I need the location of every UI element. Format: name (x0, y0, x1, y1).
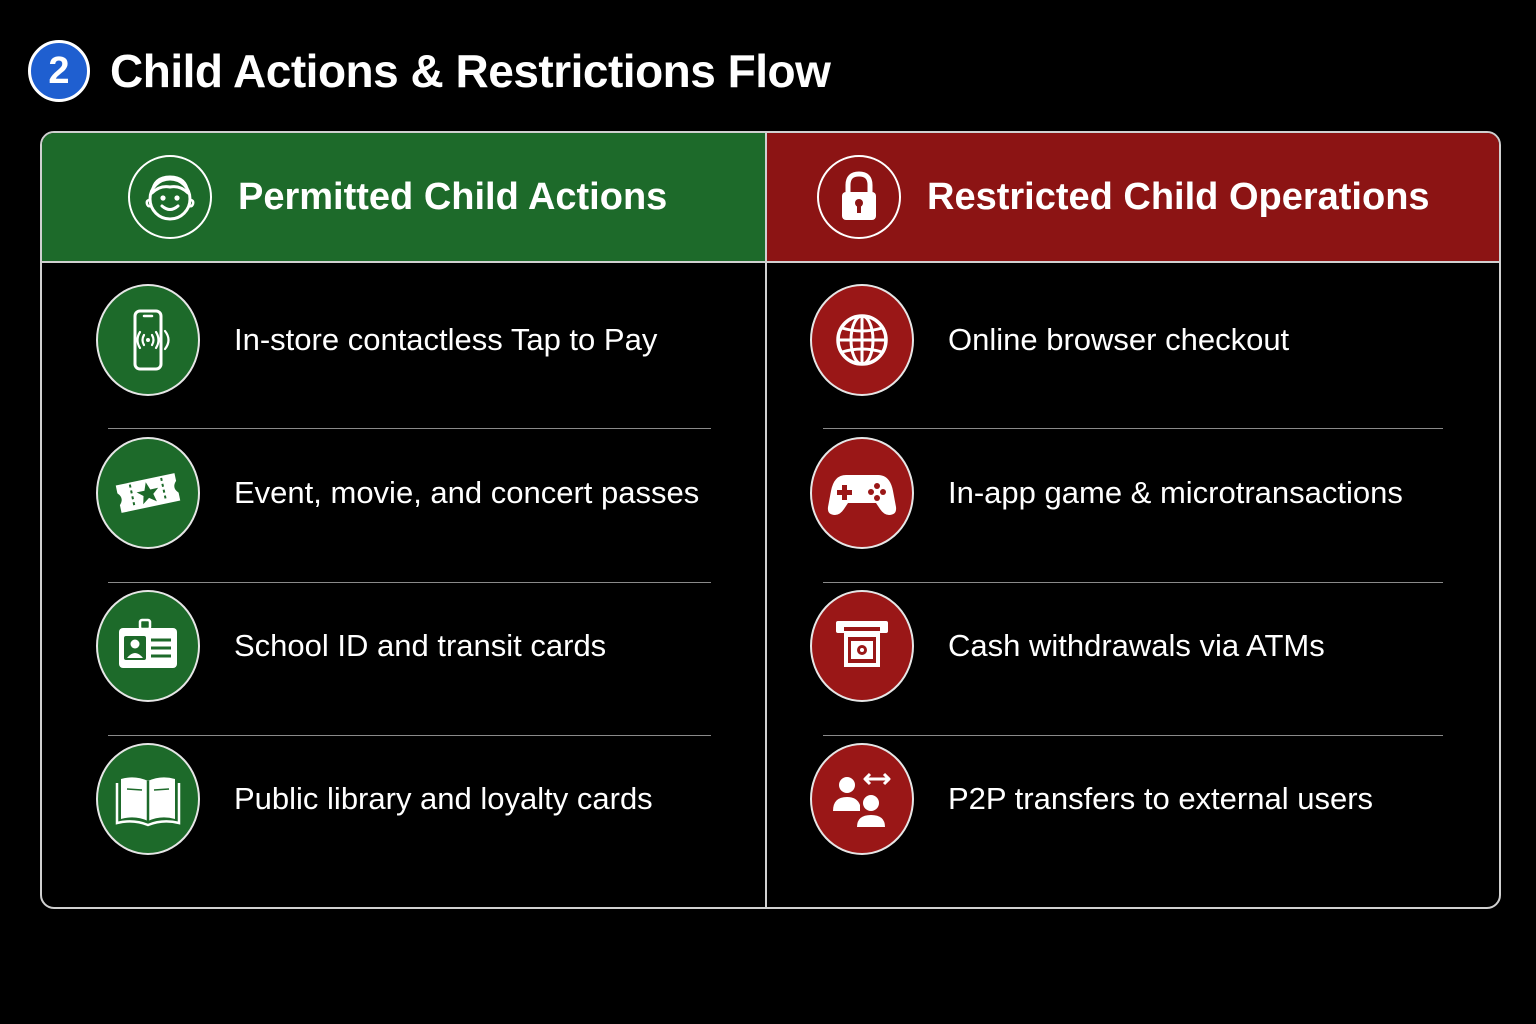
item-label: School ID and transit cards (234, 627, 607, 663)
permitted-list (42, 263, 765, 875)
list-item (767, 263, 1499, 416)
permitted-title: Permitted Child Actions (238, 175, 668, 218)
item-label: Cash withdrawals via ATMs (948, 627, 1325, 663)
item-label: In-store contactless Tap to Pay (234, 321, 658, 357)
actions-table (40, 131, 1501, 909)
restricted-header (767, 133, 1499, 263)
page-title: Child Actions & Restrictions Flow (110, 45, 831, 97)
item-label: Public library and loyalty cards (234, 780, 653, 816)
item-label: Event, movie, and concert passes (234, 474, 700, 510)
p2p-transfer-icon (810, 743, 914, 855)
restricted-title: Restricted Child Operations (927, 175, 1430, 218)
step-number-badge: 2 (28, 40, 90, 102)
item-label: In-app game & microtransactions (948, 474, 1403, 510)
ticket-icon (96, 437, 200, 549)
list-item (42, 416, 765, 569)
gamepad-icon (810, 437, 914, 549)
item-label: Online browser checkout (948, 321, 1290, 357)
restricted-column (767, 133, 1499, 907)
list-item (767, 722, 1499, 875)
lock-icon (817, 155, 901, 239)
book-icon (96, 743, 200, 855)
restricted-list (767, 263, 1499, 875)
globe-icon (810, 284, 914, 396)
page-header (28, 36, 830, 106)
list-item (42, 722, 765, 875)
list-item (42, 263, 765, 416)
list-item (767, 569, 1499, 722)
list-item (42, 569, 765, 722)
item-label: P2P transfers to external users (948, 780, 1374, 816)
permitted-column (42, 133, 767, 907)
atm-icon (810, 590, 914, 702)
child-face-icon (128, 155, 212, 239)
list-item (767, 416, 1499, 569)
phone-nfc-icon (96, 284, 200, 396)
id-card-icon (96, 590, 200, 702)
permitted-header (42, 133, 765, 263)
